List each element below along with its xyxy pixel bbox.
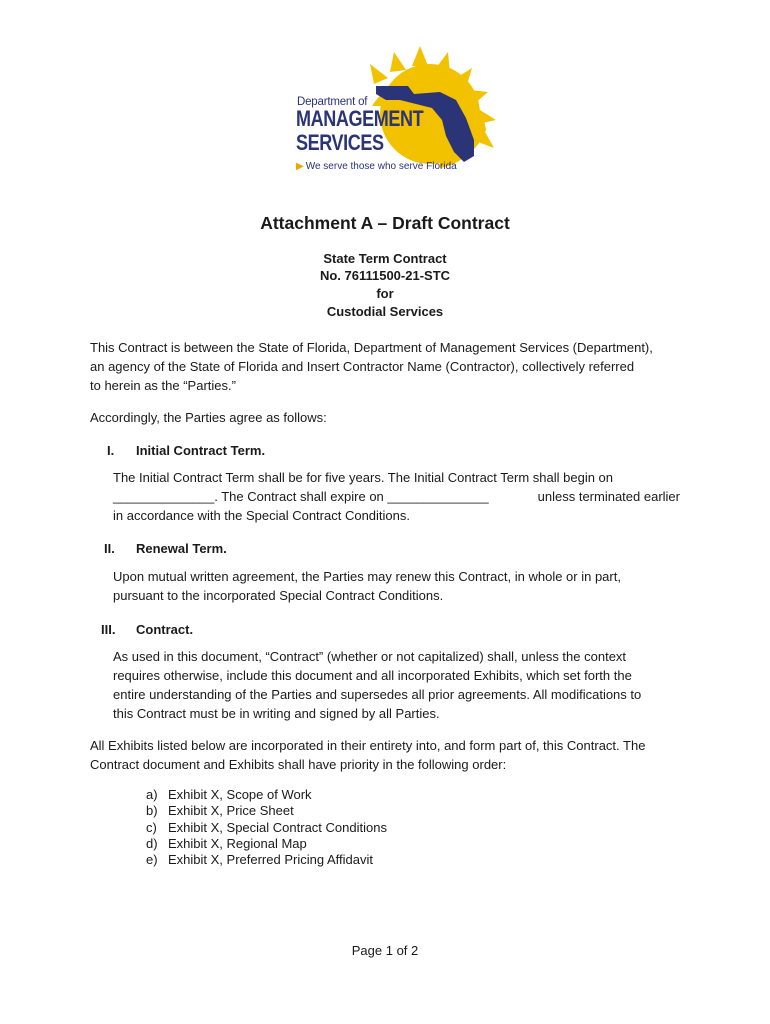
- section-body: [113, 567, 680, 605]
- intro-line: This Contract is between the State of Florida, Department of Management Services (Department),: [90, 340, 653, 355]
- section-line: [113, 487, 680, 506]
- accordingly-text: Accordingly, the Parties agree as follows:: [90, 410, 327, 425]
- list-item-text: Exhibit X, Scope of Work: [168, 787, 312, 802]
- section-body: [113, 468, 680, 525]
- section-line: in accordance with the Special Contract Conditions.: [113, 508, 410, 523]
- logo-management-text: MANAGEMENT: [296, 106, 424, 131]
- section-body: [113, 647, 680, 723]
- list-item-label: c): [146, 819, 157, 835]
- section-line-part: ______________. The Contract shall expire on ______________: [113, 489, 489, 504]
- subtitle-line-4: Custodial Services: [326, 304, 444, 319]
- subtitle-line-1: State Term Contract: [323, 251, 447, 266]
- section-number: II.: [104, 541, 115, 556]
- list-item-label: d): [146, 835, 158, 851]
- list-item: [146, 787, 387, 803]
- section-number: I.: [107, 443, 115, 458]
- section-line: entire understanding of the Parties and supersedes all prior agreements. All modifications to: [113, 687, 642, 702]
- logo-department-text: Department of: [297, 96, 368, 108]
- section-line: Upon mutual written agreement, the Parties may renew this Contract, in whole or in part,: [113, 569, 621, 584]
- logo-tagline: [296, 161, 457, 172]
- section-line: The Initial Contract Term shall be for five years. The Initial Contract Term shall begin on: [113, 470, 614, 485]
- section-line: this Contract must be in writing and signed by all Parties.: [113, 706, 440, 721]
- list-item-text: Exhibit X, Price Sheet: [168, 803, 294, 819]
- list-item-text: Exhibit X, Regional Map: [168, 835, 307, 851]
- exhibit-list: [146, 787, 387, 868]
- logo-services-text: SERVICES: [296, 130, 384, 155]
- section-heading: Contract.: [136, 622, 194, 637]
- subtitle-line-2: No. 76111500-21-STC: [319, 268, 451, 283]
- subtitle-line-3: for: [376, 286, 394, 301]
- list-item: [146, 820, 387, 836]
- section-line: As used in this document, “Contract” (whether or not capitalized) shall, unless the context: [113, 649, 627, 664]
- document-title: Attachment A – Draft Contract: [260, 213, 510, 233]
- exhibits-paragraph: [90, 736, 680, 774]
- list-item-label: a): [146, 787, 158, 802]
- list-item-text: Exhibit X, Special Contract Conditions: [168, 819, 387, 835]
- intro-line: to herein as the “Parties.”: [90, 378, 236, 393]
- list-item: [146, 836, 387, 852]
- exhibits-line: Contract document and Exhibits shall have priority in the following order:: [90, 757, 507, 772]
- logo-tagline-text: We serve those who serve Florida: [305, 161, 457, 172]
- section-heading: Renewal Term.: [136, 541, 227, 556]
- section-line: pursuant to the incorporated Special Contract Conditions.: [113, 588, 444, 603]
- list-item: [146, 852, 387, 868]
- intro-line: an agency of the State of Florida and Insert Contractor Name (Contractor), collectively referred: [90, 359, 635, 374]
- dms-logo: [290, 44, 500, 174]
- page-number: Page 1 of 2: [351, 943, 419, 958]
- section-number: III.: [101, 622, 116, 637]
- section-heading: Initial Contract Term.: [136, 443, 266, 458]
- play-arrow-icon: ▶: [296, 161, 304, 172]
- accordingly-paragraph: [90, 408, 680, 427]
- list-item-label: b): [146, 803, 158, 819]
- list-item-label: e): [146, 852, 158, 868]
- exhibits-line: All Exhibits listed below are incorporated in their entirety into, and form part of, this Contract. The: [90, 738, 646, 753]
- list-item-text: Exhibit X, Preferred Pricing Affidavit: [168, 852, 373, 868]
- intro-paragraph: [90, 338, 680, 395]
- list-item: [146, 803, 387, 819]
- section-line: requires otherwise, include this document and all incorporated Exhibits, which set forth the: [113, 668, 632, 683]
- section-line-part: unless terminated earlier: [537, 489, 680, 504]
